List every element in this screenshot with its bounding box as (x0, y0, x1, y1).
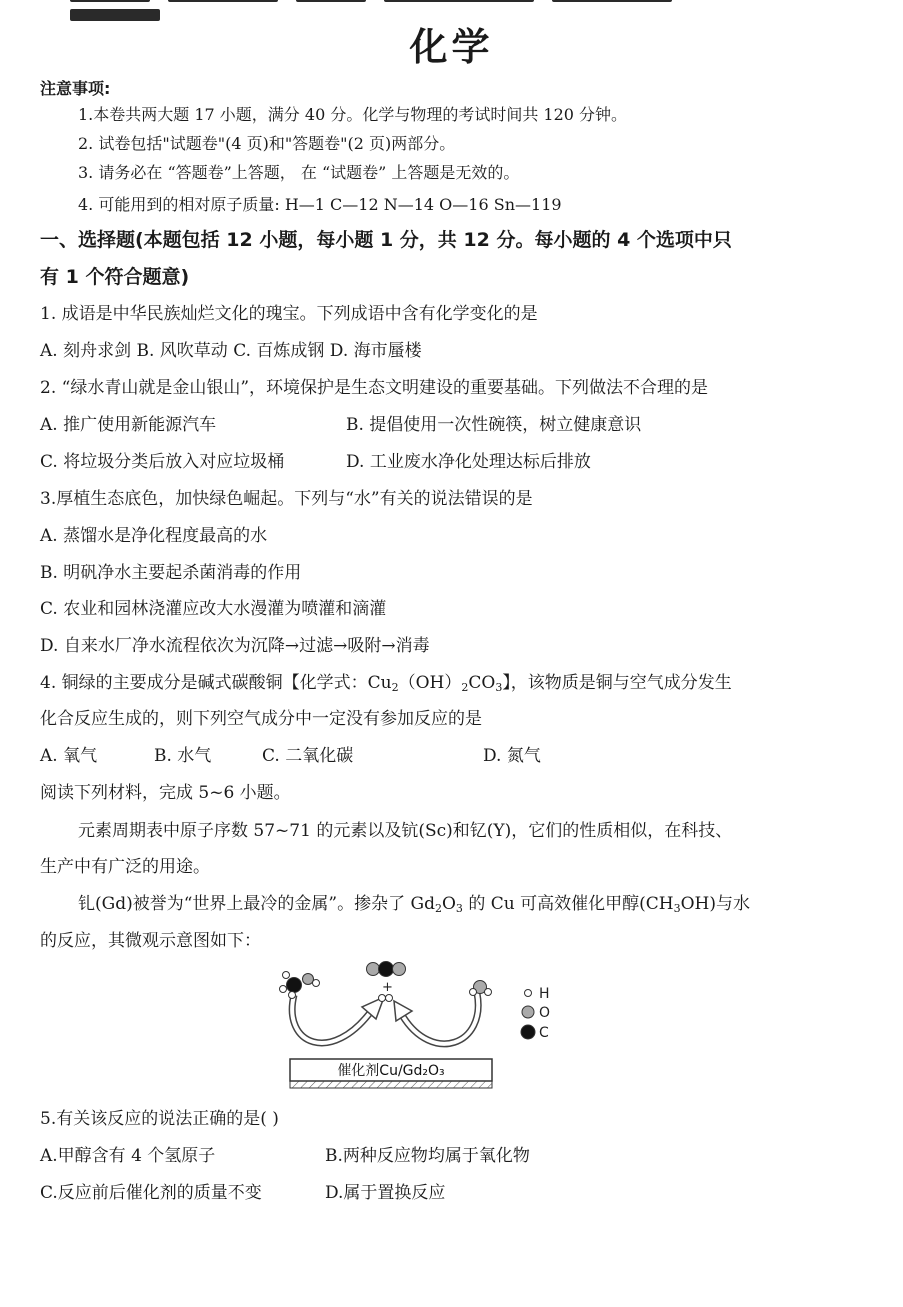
q5-option-a: A.甲醇含有 4 个氢原子 (40, 1146, 216, 1166)
reactant-arc-left (292, 995, 384, 1043)
q4-stem: 4. 铜绿的主要成分是碱式碳酸铜【化学式：$Cu_2(OH)_2CO_3$】，该物质是铜与空气成分发生 (40, 673, 732, 694)
note-item-1: 1.本卷共两大题 17 小题，满分 40 分。化学与物理的考试时间共 120 分钟。 (78, 105, 628, 124)
legend-oxygen-icon (522, 1006, 534, 1018)
catalyst-plate (290, 1059, 492, 1088)
water-molecule (470, 981, 492, 996)
q5-stem: 5.有关该反应的说法正确的是( ) (40, 1109, 279, 1129)
page-title: 化学 (409, 25, 494, 69)
q4-option-b: B. 水气 (154, 746, 212, 766)
methanol-molecule (280, 972, 320, 999)
atom-legend (521, 986, 550, 1041)
q5-option-d: D.属于置换反应 (325, 1183, 446, 1203)
note-item-2: 2. 试卷包括"试题卷"(4 页)和"答题卷"(2 页)两部分。 (78, 134, 456, 153)
notes-heading: 注意事项: (40, 79, 111, 98)
legend-label-o: O (539, 1005, 551, 1021)
note-item-3: 3. 请务必在 “答题卷”上答题， 在 “试题卷” 上答题是无效的。 (78, 163, 520, 182)
q2-option-b: B. 提倡使用一次性碗筷，树立健康意识 (346, 415, 642, 435)
q4-stem-line2: 化合反应生成的，则下列空气成分中一定没有参加反应的是 (40, 709, 482, 729)
reactant-arc-right (394, 993, 478, 1044)
q3-option-a: A. 蒸馏水是净化程度最高的水 (40, 526, 268, 546)
section-heading-line2: 有 1 个符合题意) (40, 266, 190, 288)
legend-label-c: C (539, 1025, 549, 1041)
q3-option-b: B. 明矾净水主要起杀菌消毒的作用 (40, 563, 302, 583)
reading-paragraph-1a: 元素周期表中原子序数 57~71 的元素以及钪(Sc)和钇(Y)，它们的性质相似，在科技、 (78, 821, 733, 841)
reading-paragraph-1b: 生产中有广泛的用途。 (40, 857, 210, 877)
q5-option-b: B.两种反应物均属于氧化物 (325, 1146, 530, 1166)
q4-option-c: C. 二氧化碳 (262, 746, 354, 766)
q4-option-d: D. 氮气 (483, 746, 541, 766)
product-h2-molecule (379, 995, 393, 1002)
q1-stem: 1. 成语是中华民族灿烂文化的瑰宝。下列成语中含有化学变化的是 (40, 304, 538, 324)
q1-options: A. 刻舟求剑 B. 风吹草动 C. 百炼成钢 D. 海市蜃楼 (40, 341, 422, 361)
q2-option-a: A. 推广使用新能源汽车 (40, 415, 217, 435)
q3-option-c: C. 农业和园林浇灌应改大水漫灌为喷灌和滴灌 (40, 599, 387, 619)
q2-option-c: C. 将垃圾分类后放入对应垃圾桶 (40, 452, 285, 472)
section-heading-line1: 一、选择题(本题包括 12 小题，每小题 1 分，共 12 分。每小题的 4 个选项中只 (40, 229, 732, 251)
q3-stem: 3.厚植生态底色，加快绿色崛起。下列与“水”有关的说法错误的是 (40, 489, 533, 509)
legend-carbon-icon (521, 1025, 535, 1039)
reading-paragraph-2b: 的反应，其微观示意图如下： (40, 931, 261, 951)
reading-paragraph-2a: 钆(Gd)被誉为“世界上最冷的金属”。掺杂了 $Gd_2O_3$ 的 Cu 可高效催化甲醇$(CH_3OH)$与水 (78, 894, 750, 915)
q3-option-d: D. 自来水厂净水流程依次为沉降→过滤→吸附→消毒 (40, 636, 430, 656)
note-item-4: 4. 可能用到的相对原子质量: H—1 C—12 N—14 O—16 Sn—119 (78, 195, 562, 214)
q5-option-c: C.反应前后催化剂的质量不变 (40, 1183, 262, 1203)
cropped-header-strip (70, 0, 790, 6)
reaction-diagram (272, 955, 562, 1090)
legend-label-h: H (539, 986, 550, 1002)
plus-sign: + (382, 980, 393, 995)
legend-hydrogen-icon (525, 990, 532, 997)
reading-intro: 阅读下列材料，完成 5~6 小题。 (40, 783, 291, 803)
product-co2-molecule (367, 962, 406, 977)
q4-option-a: A. 氧气 (40, 746, 98, 766)
catalyst-label: 催化剂Cu/Gd₂O₃ (337, 1063, 445, 1079)
q2-option-d: D. 工业废水净化处理达标后排放 (346, 452, 591, 472)
q2-stem: 2. “绿水青山就是金山银山”，环境保护是生态文明建设的重要基础。下列做法不合理的是 (40, 378, 709, 398)
